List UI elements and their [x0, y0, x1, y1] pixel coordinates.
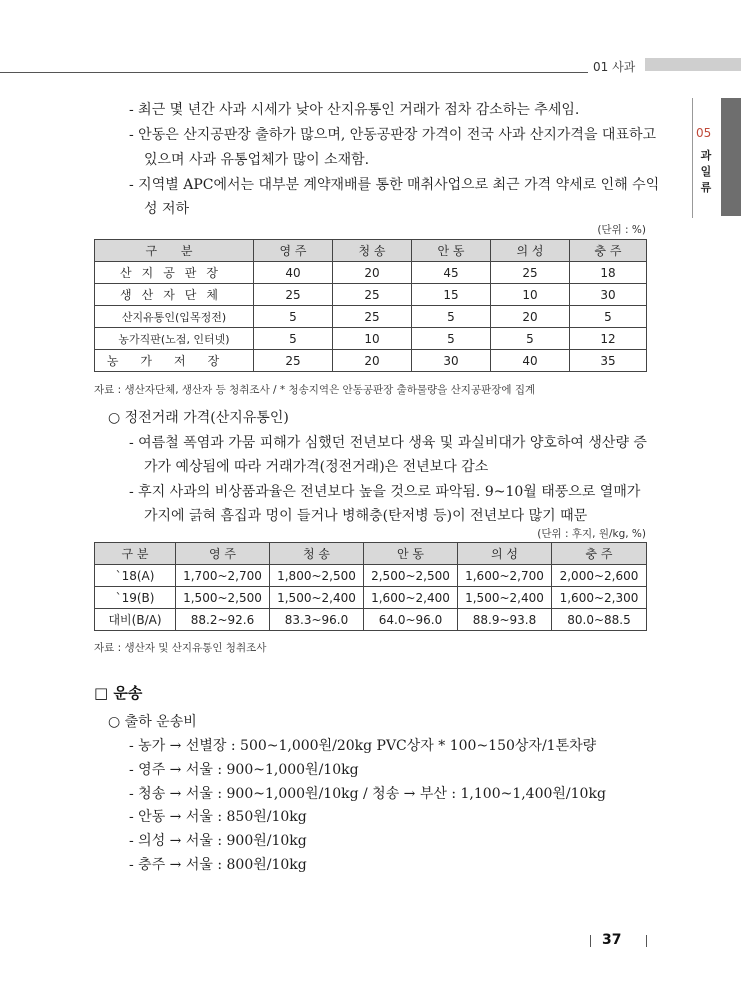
- side-tab-number: 05: [696, 126, 712, 140]
- intro-bullet: - 지역별 APC에서는 대부분 계약재배를 통한 매취사업으로 최근 가격 약세로 인해 수익: [129, 177, 660, 193]
- row-label: 농가직판(노점, 인터넷): [95, 328, 254, 350]
- transport-cost-item: - 안동 → 서울 : 850원/10kg: [129, 809, 307, 825]
- column-header: 충 주: [552, 543, 647, 565]
- side-tab-char: 류: [700, 181, 712, 194]
- table-cell: 40: [491, 350, 570, 372]
- table-cell: 25: [333, 306, 412, 328]
- row-label: 산지공판장: [95, 262, 254, 284]
- transport-cost-item: - 충주 → 서울 : 800원/10kg: [129, 857, 307, 873]
- table2-source: 자료 : 생산자 및 산지유통인 청취조사: [94, 642, 267, 654]
- section2-bullet-cont: 가가 예상됨에 따라 거래가격(정전거래)은 전년보다 감소: [144, 459, 489, 475]
- table-cell: 25: [491, 262, 570, 284]
- column-header: 구 분: [95, 543, 176, 565]
- table-cell: 30: [570, 284, 647, 306]
- table-cell: 1,600~2,700: [458, 565, 552, 587]
- table-row: [95, 328, 647, 350]
- column-header: 안 동: [364, 543, 458, 565]
- transport-cost-item: - 청송 → 서울 : 900~1,000원/10kg / 청송 → 부산 : 1,100~1,400원/10kg: [129, 786, 606, 802]
- table-cell: 20: [333, 262, 412, 284]
- table-cell: 1,500~2,500: [176, 587, 270, 609]
- table-cell: 25: [254, 284, 333, 306]
- table-cell: 1,800~2,500: [270, 565, 364, 587]
- section2-bullet: - 여름철 폭염과 가뭄 피해가 심했던 전년보다 생육 및 과실비대가 양호하여 생산량 증: [129, 435, 647, 451]
- column-header: 안 동: [412, 240, 491, 262]
- table-cell: 35: [570, 350, 647, 372]
- table-cell: 10: [491, 284, 570, 306]
- table1-unit: (단위 : %): [597, 224, 646, 236]
- side-tab-label: [699, 148, 713, 196]
- header-bar: [645, 58, 741, 71]
- side-tab-rule: [692, 98, 693, 218]
- table-cell: 88.9~93.8: [458, 609, 552, 631]
- column-header: 의 성: [491, 240, 570, 262]
- table-row: [95, 609, 647, 631]
- table-cell: 1,600~2,400: [364, 587, 458, 609]
- column-header: 청 송: [333, 240, 412, 262]
- page-number-rule-right: [646, 935, 647, 947]
- table-row: [95, 565, 647, 587]
- table-row: [95, 262, 647, 284]
- table-cell: 20: [491, 306, 570, 328]
- section2-heading: ○ 정전거래 가격(산지유통인): [108, 410, 289, 426]
- table-row: [95, 284, 647, 306]
- row-label: `18(A): [95, 565, 176, 587]
- column-header: 영 주: [254, 240, 333, 262]
- table-cell: 83.3~96.0: [270, 609, 364, 631]
- side-tab-char: 과: [700, 149, 712, 162]
- section2-bullet: - 후지 사과의 비상품과율은 전년보다 높을 것으로 파악됨. 9~10월 태풍으로 열매가: [129, 484, 641, 500]
- table1-source: 자료 : 생산자단체, 생산자 등 청취조사 / * 청송지역은 안동공판장 출하물량을 산지공판장에 집계: [94, 384, 536, 396]
- table-cell: 1,600~2,300: [552, 587, 647, 609]
- table-row: [95, 350, 647, 372]
- table-cell: 40: [254, 262, 333, 284]
- table-header-row: [95, 240, 647, 262]
- header-rule: [0, 72, 588, 73]
- intro-bullet-cont: 있으며 사과 유통업체가 많이 소재함.: [144, 152, 370, 168]
- table-cell: 88.2~92.6: [176, 609, 270, 631]
- table-cell: 1,500~2,400: [458, 587, 552, 609]
- chapter-label: 01 사과: [593, 60, 636, 74]
- table-row: [95, 587, 647, 609]
- page-number: 37: [602, 932, 622, 948]
- table-cell: 5: [570, 306, 647, 328]
- table2-unit: (단위 : 후지, 원/kg, %): [537, 528, 646, 540]
- table-cell: 18: [570, 262, 647, 284]
- table-cell: 1,700~2,700: [176, 565, 270, 587]
- row-label: 농가저장: [95, 350, 254, 372]
- price-table: [94, 542, 647, 631]
- section3-title: □ 운송: [94, 684, 143, 702]
- transport-cost-item: - 농가 → 선별장 : 500~1,000원/20kg PVC상자 * 100~150상자/1톤차량: [129, 738, 597, 754]
- transport-cost-item: - 의성 → 서울 : 900원/10kg: [129, 833, 307, 849]
- intro-bullet-cont: 성 저하: [144, 201, 190, 217]
- table-cell: 45: [412, 262, 491, 284]
- row-label: 산지유통인(입목정전): [95, 306, 254, 328]
- row-label: `19(B): [95, 587, 176, 609]
- column-header: 청 송: [270, 543, 364, 565]
- distribution-share-table: [94, 239, 647, 372]
- page-number-rule-left: [590, 935, 591, 947]
- table-cell: 25: [254, 350, 333, 372]
- intro-bullet: - 안동은 산지공판장 출하가 많으며, 안동공판장 가격이 전국 사과 산지가격을 대표하고: [129, 127, 657, 143]
- table-cell: 64.0~96.0: [364, 609, 458, 631]
- row-label: 대비(B/A): [95, 609, 176, 631]
- table-cell: 1,500~2,400: [270, 587, 364, 609]
- table-cell: 10: [333, 328, 412, 350]
- column-header: 의 성: [458, 543, 552, 565]
- table-cell: 30: [412, 350, 491, 372]
- column-header: 충 주: [570, 240, 647, 262]
- row-label: 생산자단체: [95, 284, 254, 306]
- section3-subheading: ○ 출하 운송비: [108, 714, 197, 730]
- table-cell: 12: [570, 328, 647, 350]
- table-cell: 5: [254, 328, 333, 350]
- table-header-row: [95, 543, 647, 565]
- table-cell: 5: [254, 306, 333, 328]
- table-cell: 5: [412, 306, 491, 328]
- table-cell: 5: [491, 328, 570, 350]
- transport-cost-item: - 영주 → 서울 : 900~1,000원/10kg: [129, 762, 359, 778]
- table-cell: 25: [333, 284, 412, 306]
- column-header: 구 분: [95, 240, 254, 262]
- side-tab-char: 일: [700, 165, 712, 178]
- table-cell: 15: [412, 284, 491, 306]
- table-row: [95, 306, 647, 328]
- table-cell: 2,500~2,500: [364, 565, 458, 587]
- intro-bullet: - 최근 몇 년간 사과 시세가 낮아 산지유통인 거래가 점차 감소하는 추세임.: [129, 102, 580, 118]
- column-header: 영 주: [176, 543, 270, 565]
- table-cell: 20: [333, 350, 412, 372]
- side-tab-block: [721, 98, 741, 216]
- table-cell: 5: [412, 328, 491, 350]
- table-cell: 2,000~2,600: [552, 565, 647, 587]
- table-cell: 80.0~88.5: [552, 609, 647, 631]
- section2-bullet-cont: 가지에 긁혀 흠집과 멍이 들거나 병해충(탄저병 등)이 전년보다 많기 때문: [144, 508, 588, 524]
